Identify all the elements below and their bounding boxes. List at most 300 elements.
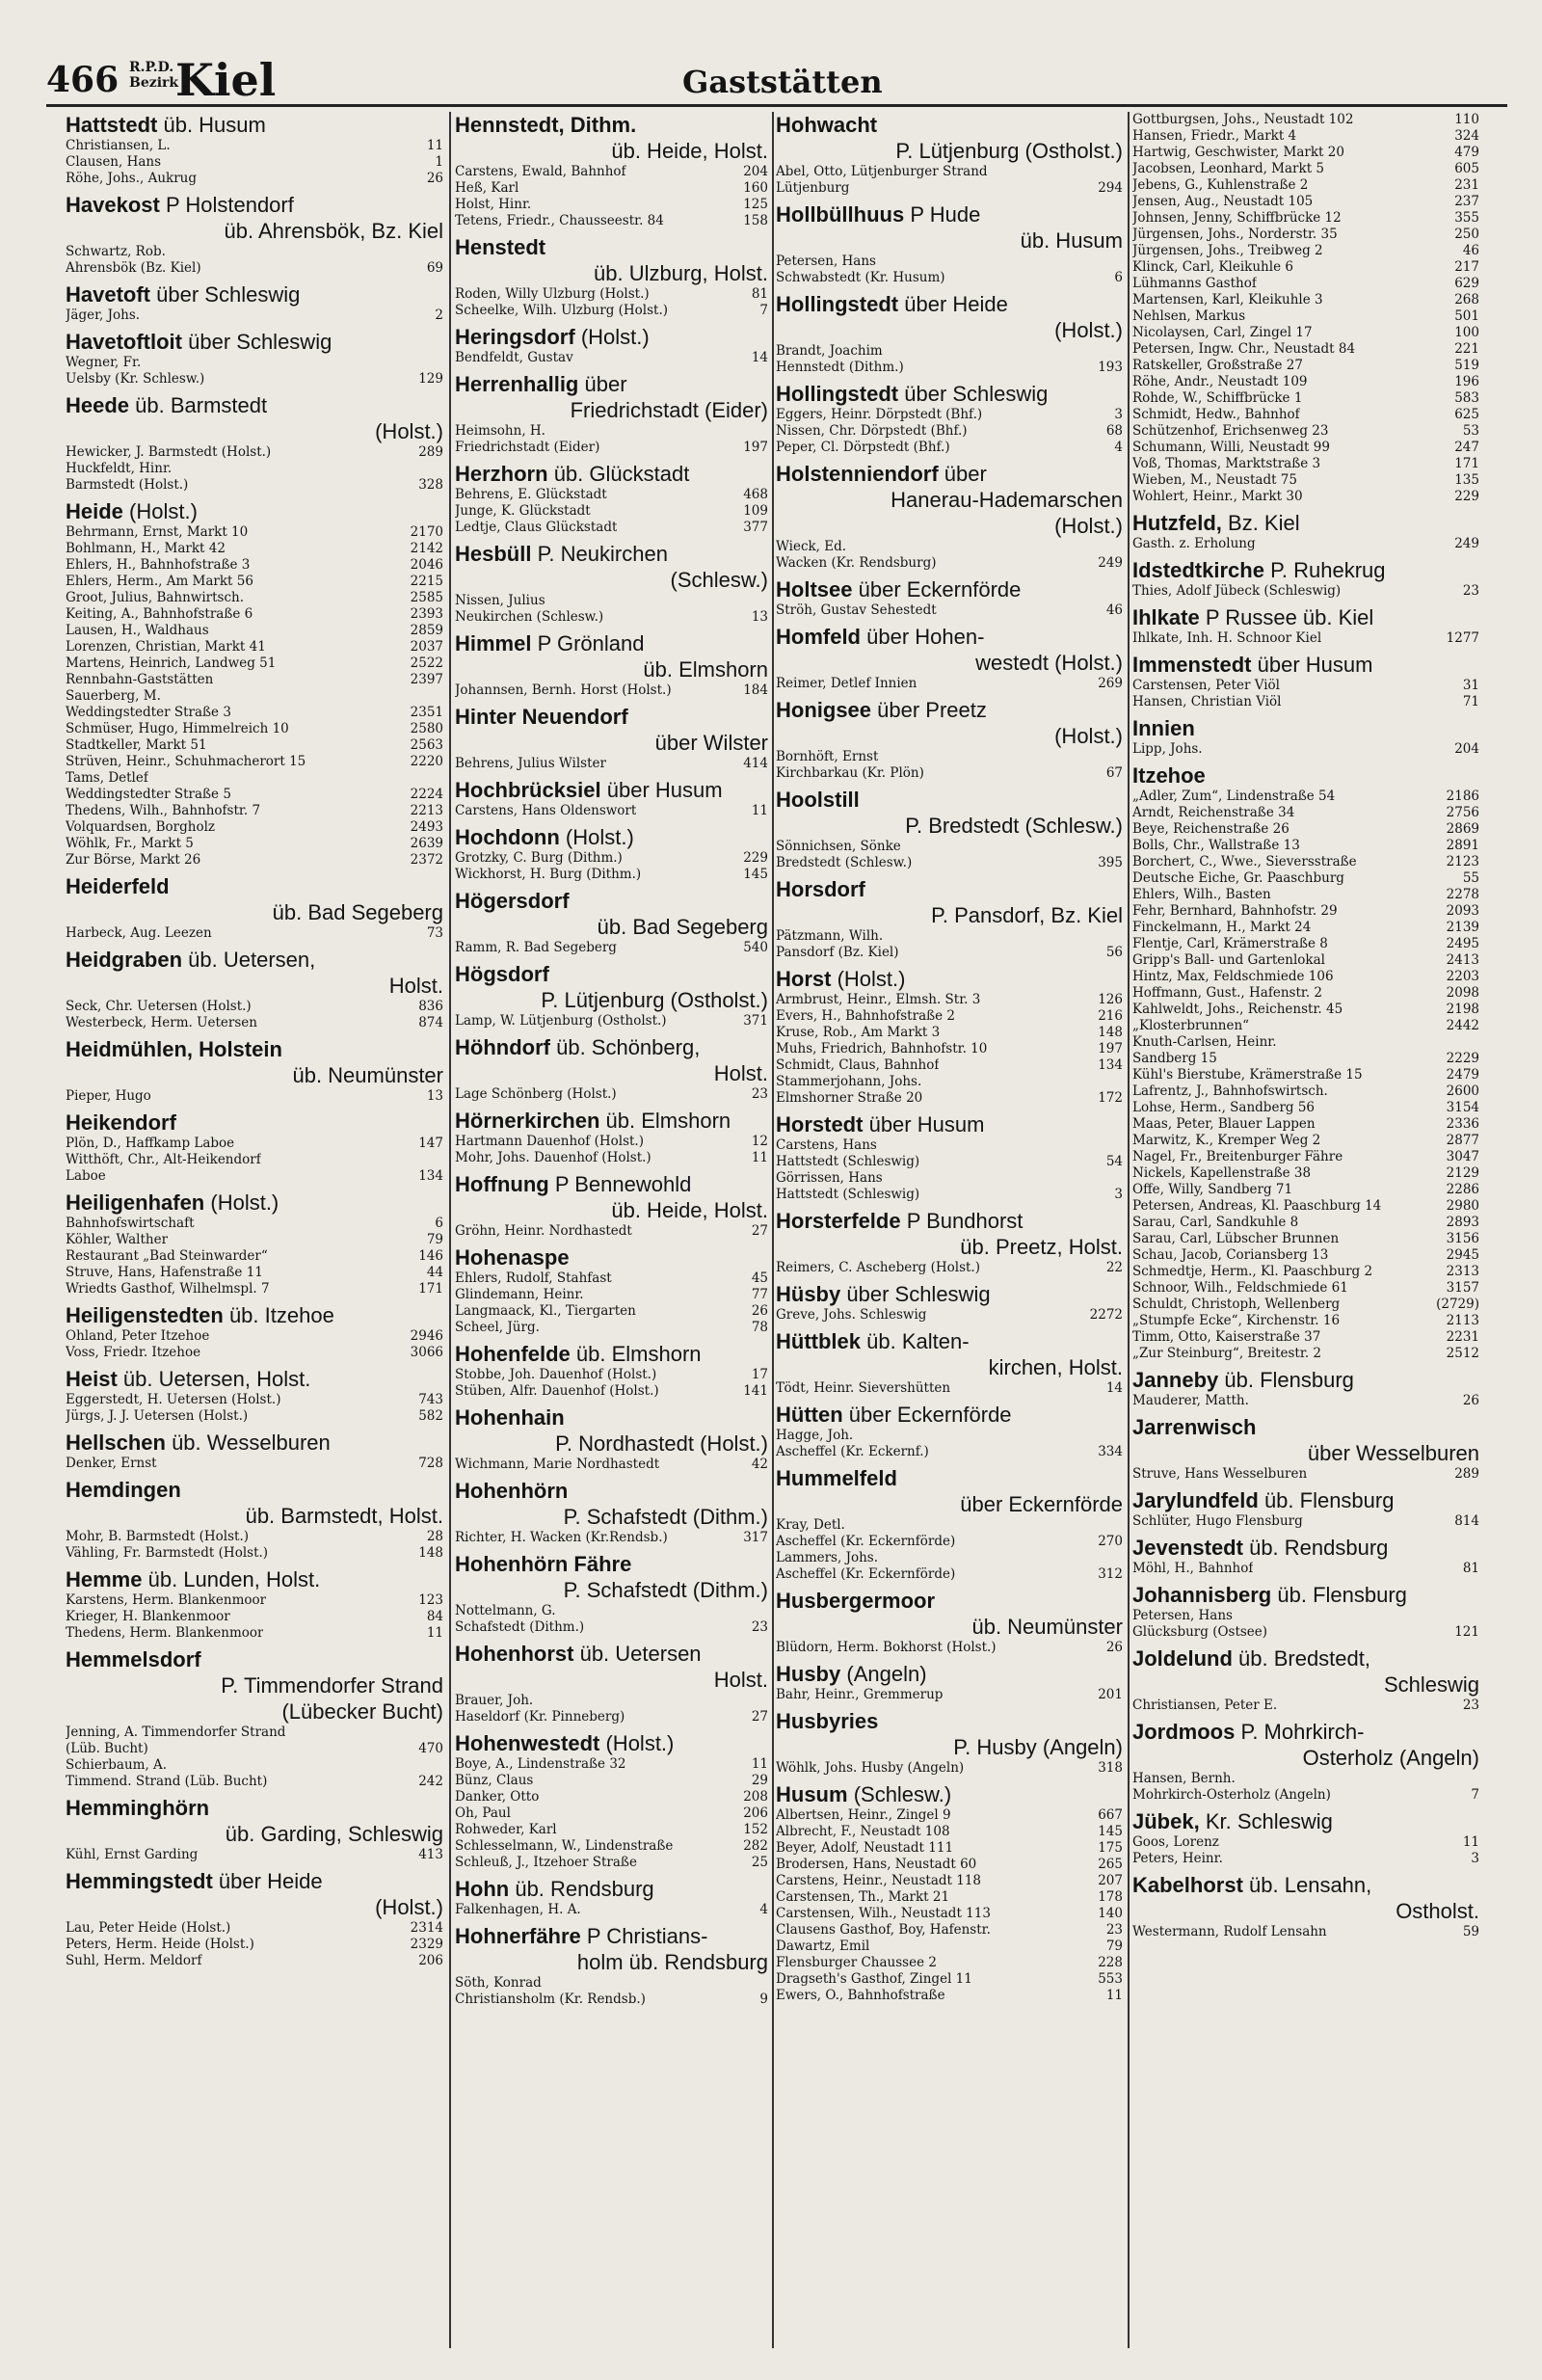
listing-name: Thedens, Herm. Blankenmoor: [66, 1625, 264, 1641]
listing-phone: 2198: [1446, 1002, 1479, 1017]
listing-phone: 175: [1098, 1840, 1123, 1856]
place-name: Jevenstedt: [1132, 1536, 1243, 1560]
listing-name: Bolls, Chr., Wallstraße 13: [1132, 838, 1300, 853]
place-name: Högsdorf: [455, 962, 549, 986]
place-name: Himmel: [455, 631, 532, 655]
listing-row: [1132, 1100, 1479, 1116]
listing-row: [455, 1709, 768, 1725]
listing-phone: [1117, 539, 1123, 555]
listing-name: Finckelmann, H., Markt 24: [1132, 920, 1312, 935]
listing-row: [776, 1840, 1123, 1857]
place-entry: [455, 324, 768, 366]
listing-phone: 470: [418, 1741, 443, 1756]
place-entry: [455, 461, 768, 536]
place-heading: [66, 1868, 443, 1894]
listing-phone: (2729): [1436, 1297, 1479, 1312]
listing-row: [1132, 227, 1479, 243]
listing-name: Clausens Gasthof, Boy, Hafenstr.: [776, 1922, 991, 1938]
listing-phone: 126: [1098, 992, 1123, 1007]
place-entry: [776, 787, 1123, 871]
listing-name: Weddingstedter Straße 5: [66, 787, 231, 802]
place-entry: [1132, 762, 1479, 1362]
listing-name: Hartwig, Geschwister, Markt 20: [1132, 145, 1344, 160]
listing-name: Schierbaum, A.: [66, 1757, 168, 1773]
place-postal-note: üb. Bredstedt,: [1238, 1646, 1370, 1671]
listing-row: [66, 574, 443, 590]
place-postal-note: P. Neukirchen: [537, 542, 668, 566]
place-postal-note: über Heide: [904, 292, 1008, 316]
listing-phone: 196: [1454, 374, 1479, 389]
place-entry: [66, 873, 443, 942]
bezirk-label: Bezirk: [129, 75, 179, 91]
place-entry: [455, 630, 768, 699]
listing-phone: 229: [743, 850, 768, 866]
place-name: Heide: [66, 499, 123, 523]
place-name: Hohenaspe: [455, 1245, 570, 1270]
place-entry: [455, 1641, 768, 1725]
listing-name: Wacken (Kr. Rendsburg): [776, 555, 937, 571]
listing-name: Wriedts Gasthof, Wilhelmspl. 7: [66, 1281, 270, 1297]
listing-phone: 3156: [1446, 1231, 1479, 1246]
listing-name: Groot, Julius, Bahnwirtsch.: [66, 590, 245, 605]
listing-phone: 45: [751, 1270, 768, 1286]
listing-name: Heimsohn, H.: [455, 423, 545, 439]
listing-row: [1132, 390, 1479, 407]
listing-name: Nagel, Fr., Breitenburger Fähre: [1132, 1149, 1343, 1164]
listing-name: Stüben, Alfr. Dauenhof (Holst.): [455, 1383, 659, 1399]
place-entry: [66, 1646, 443, 1790]
listing-phone: 12: [751, 1134, 768, 1149]
listing-name: Maas, Peter, Blauer Lappen: [1132, 1116, 1316, 1132]
listing-row: [1132, 1787, 1479, 1804]
listing-phone: 78: [751, 1320, 768, 1335]
listing-name: Richter, H. Wacken (Kr.Rendsb.): [455, 1530, 668, 1545]
listing-row: [1132, 358, 1479, 374]
listing-phone: 67: [1105, 765, 1123, 781]
listing-row: [66, 803, 443, 819]
listing-name: Sauerberg, M.: [66, 688, 161, 704]
listing-row: [1132, 952, 1479, 969]
listing-name: Wöhlk, Fr., Markt 5: [66, 836, 194, 851]
listing-row: [776, 440, 1123, 456]
place-postal-line: (Holst.): [375, 419, 443, 443]
listing-name: Sarau, Carl, Lübscher Brunnen: [1132, 1231, 1340, 1246]
place-postal-line: üb. Heide, Holst.: [611, 139, 768, 163]
listing-row: [66, 721, 443, 737]
listing-name: Bünz, Claus: [455, 1773, 534, 1788]
listing-phone: 2098: [1446, 985, 1479, 1001]
place-postal-line: (Holst.): [1054, 724, 1123, 748]
listing-name: Langmaack, Kl., Tiergarten: [455, 1303, 636, 1319]
place-heading: [776, 1328, 1123, 1354]
listing-phone: 100: [1454, 325, 1479, 340]
place-postal-line: (Holst.): [375, 1895, 443, 1919]
place-postal-line: P. Pansdorf, Bz. Kiel: [931, 903, 1123, 927]
place-name: Homfeld: [776, 625, 861, 649]
place-entry: [776, 1281, 1123, 1324]
listing-row: [66, 154, 443, 171]
listing-phone: 2314: [410, 1920, 443, 1936]
listing-row: [1132, 1215, 1479, 1231]
listing-phone: 1: [435, 154, 443, 170]
listing-name: Schlüter, Hugo Flensburg: [1132, 1513, 1303, 1529]
listing-phone: 583: [1454, 390, 1479, 406]
place-entry: [66, 329, 443, 388]
listing-row: [455, 1367, 768, 1383]
listing-phone: 479: [1454, 145, 1479, 160]
place-name: Jordmoos: [1132, 1720, 1236, 1744]
listing-row: [66, 1592, 443, 1609]
place-postal-line: üb. Ulzburg, Holst.: [594, 261, 768, 285]
listing-row: [1132, 583, 1479, 600]
place-heading: [66, 1036, 443, 1062]
listing-row: [1132, 1834, 1479, 1851]
place-postal-line: P. Lütjenburg (Ostholst.): [895, 139, 1123, 163]
listing-name: Mauderer, Matth.: [1132, 1393, 1249, 1408]
listing-phone: 13: [426, 1088, 443, 1104]
place-name: Hüttblek: [776, 1329, 861, 1353]
listing-phone: [1117, 928, 1123, 945]
place-postal-line: (Lübecker Bucht): [281, 1699, 443, 1724]
listing-phone: 217: [1454, 259, 1479, 275]
listing-phone: 2215: [410, 574, 443, 589]
listing-row: [776, 945, 1123, 961]
place-entry: [1132, 604, 1479, 647]
place-postal-line: über Eckernförde: [960, 1492, 1123, 1516]
listing-name: Ohland, Peter Itzehoe: [66, 1328, 210, 1344]
listing-phone: 247: [1454, 440, 1479, 455]
listing-row: [455, 1530, 768, 1546]
listing-phone: 2479: [1446, 1067, 1479, 1083]
listing-row: [455, 1805, 768, 1822]
place-entry: [1132, 652, 1479, 710]
listing-phone: 289: [1454, 1466, 1479, 1482]
listing-phone: 2522: [410, 655, 443, 671]
place-heading: [66, 1795, 443, 1821]
place-name: Innien: [1132, 716, 1195, 740]
listing-name: Jürgensen, Johs., Treibweg 2: [1132, 243, 1323, 258]
listing-phone: 53: [1462, 423, 1479, 439]
listing-name: Deutsche Eiche, Gr. Paaschburg: [1132, 870, 1344, 886]
place-name: Hemminghörn: [66, 1796, 210, 1820]
place-entry: [776, 112, 1123, 197]
place-heading: [455, 961, 768, 987]
listing-row: [66, 244, 443, 260]
place-name: Horst: [776, 967, 832, 991]
listing-phone: 836: [418, 999, 443, 1014]
listing-row: [1132, 194, 1479, 210]
place-postal-note: über Schleswig: [904, 382, 1049, 406]
listing-name: Haseldorf (Kr. Pinneberg): [455, 1709, 625, 1725]
place-postal-note: (Schlesw.): [853, 1782, 952, 1806]
listing-row: [1132, 985, 1479, 1002]
listing-name: Schmüser, Hugo, Himmelreich 10: [66, 721, 289, 736]
listing-name: Abel, Otto, Lütjenburger Strand: [776, 164, 988, 179]
page-header: [46, 54, 1507, 106]
listing-row: [1132, 1624, 1479, 1641]
place-entry: [455, 1923, 768, 2008]
listing-row: [455, 1457, 768, 1473]
place-entry: [1132, 510, 1479, 552]
place-name: Hollingstedt: [776, 292, 899, 316]
listing-name: Nissen, Julius: [455, 593, 545, 608]
place-postal-line: kirchen, Holst.: [988, 1355, 1123, 1379]
listing-name: Ramm, R. Bad Segeberg: [455, 940, 617, 955]
place-entry: [776, 624, 1123, 692]
listing-name: Kruse, Rob., Am Markt 3: [776, 1025, 941, 1040]
place-name: Husbyries: [776, 1709, 879, 1733]
listing-name: Volquardsen, Borgholz: [66, 819, 216, 835]
place-postal-line: üb. Husum: [1020, 228, 1123, 253]
listing-row: [1132, 1313, 1479, 1329]
listing-name: Struve, Hans Wesselburen: [1132, 1466, 1308, 1482]
listing-row: [1132, 920, 1479, 936]
place-name: Hellschen: [66, 1431, 166, 1455]
listing-name: Thies, Adolf Jübeck (Schleswig): [1132, 583, 1342, 599]
listing-row: [776, 1824, 1123, 1840]
place-name: Honigsee: [776, 698, 872, 722]
listing-phone: 2442: [1446, 1018, 1479, 1033]
listing-name: Schuldt, Christoph, Wellenberg: [1132, 1297, 1341, 1312]
listing-phone: [1117, 164, 1123, 180]
listing-name: Görrissen, Hans: [776, 1170, 883, 1186]
listing-phone: [762, 1975, 768, 1992]
listing-name: Voss, Friedr. Itzehoe: [66, 1345, 201, 1360]
listing-row: [1132, 887, 1479, 903]
listing-row: [455, 867, 768, 883]
listing-row: [1132, 694, 1479, 710]
listing-phone: 134: [1098, 1057, 1123, 1073]
listing-name: Peper, Cl. Dörpstedt (Bhf.): [776, 440, 950, 455]
place-heading: [66, 281, 443, 308]
listing-phone: 2946: [410, 1328, 443, 1344]
place-entry: [1132, 557, 1479, 600]
listing-row: [66, 355, 443, 371]
place-heading: [1132, 1487, 1479, 1513]
listing-row: [776, 164, 1123, 180]
place-entry: [66, 1477, 443, 1562]
place-postal-line: üb. Garding, Schleswig: [225, 1822, 443, 1846]
place-heading: [776, 876, 1123, 902]
listing-phone: 2336: [1446, 1116, 1479, 1132]
listing-name: Carstens, Hans: [776, 1137, 877, 1153]
listing-name: Röhe, Andr., Neustadt 109: [1132, 374, 1308, 389]
place-heading: [455, 371, 768, 397]
listing-phone: 56: [1105, 945, 1123, 960]
listing-row: [776, 839, 1123, 855]
listing-phone: [1117, 749, 1123, 765]
place-heading: [455, 1404, 768, 1431]
place-heading: [455, 234, 768, 260]
listing-row: [455, 1013, 768, 1030]
listing-name: Nickels, Kapellenstraße 38: [1132, 1165, 1312, 1181]
listing-row: [1132, 1561, 1479, 1577]
place-name: Höhndorf: [455, 1035, 550, 1059]
place-entry: [455, 1478, 768, 1546]
place-name: Heiligenhafen: [66, 1190, 205, 1215]
place-heading: [66, 392, 443, 418]
place-postal-note: üb. Uetersen: [579, 1642, 702, 1666]
listing-row: [1132, 1466, 1479, 1483]
listing-phone: 14: [1105, 1380, 1123, 1396]
place-name: Hohenfelde: [455, 1342, 571, 1366]
listing-name: Rohweder, Karl: [455, 1822, 557, 1837]
page-number: 466: [46, 60, 120, 100]
listing-name: Grotzky, C. Burg (Dithm.): [455, 850, 623, 866]
place-heading: [776, 461, 1123, 487]
listing-name: Neukirchen (Schlesw.): [455, 609, 604, 625]
listing-name: Peters, Herm. Heide (Holst.): [66, 1937, 254, 1952]
listing-row: [66, 1609, 443, 1625]
listing-row: [776, 1889, 1123, 1906]
place-heading: [1132, 557, 1479, 583]
listing-phone: [438, 1725, 443, 1741]
listing-phone: [1117, 1137, 1123, 1154]
listing-row: [1132, 1346, 1479, 1362]
listing-row: [1132, 1083, 1479, 1100]
listing-name: Lammers, Johs.: [776, 1550, 879, 1565]
listing-row: [455, 756, 768, 772]
listing-name: Uelsby (Kr. Schlesw.): [66, 371, 205, 387]
place-heading: [66, 1646, 443, 1672]
place-name: Hochdonn: [455, 825, 560, 849]
listing-name: Hattstedt (Schleswig): [776, 1187, 920, 1202]
listing-row: [66, 1088, 443, 1105]
listing-row: [1132, 1924, 1479, 1940]
listing-phone: 7: [1471, 1787, 1479, 1803]
listing-name: Pansdorf (Bz. Kiel): [776, 945, 899, 960]
place-heading: [1132, 1582, 1479, 1608]
place-entry: [66, 392, 443, 494]
listing-name: Knuth-Carlsen, Heinr.: [1132, 1034, 1277, 1050]
place-entry: [776, 576, 1123, 619]
place-postal-note: über Husum: [1257, 653, 1373, 677]
listing-phone: 2397: [410, 672, 443, 687]
listing-phone: 23: [1462, 583, 1479, 599]
listing-phone: 178: [1098, 1889, 1123, 1905]
listing-phone: 11: [1462, 1834, 1479, 1850]
listing-phone: 148: [418, 1545, 443, 1561]
listing-row: [776, 1534, 1123, 1550]
listing-row: [66, 590, 443, 606]
place-postal-note: über Husum: [606, 778, 723, 802]
place-name: Ihlkate: [1132, 605, 1200, 629]
listing-row: [1132, 1851, 1479, 1867]
listing-name: Carstensen, Th., Markt 21: [776, 1889, 950, 1905]
listing-row: [455, 1603, 768, 1619]
listing-phone: 26: [751, 1303, 768, 1319]
listing-phone: [762, 423, 768, 440]
place-name: Heist: [66, 1367, 118, 1391]
place-entry: [455, 704, 768, 772]
listing-phone: 231: [1454, 177, 1479, 193]
place-entry: [66, 1302, 443, 1361]
place-name: Hesbüll: [455, 542, 532, 566]
listing-row: [776, 1760, 1123, 1777]
listing-phone: 7: [759, 303, 768, 318]
place-name: Havetoftloit: [66, 330, 182, 354]
listing-row: [1132, 1002, 1479, 1018]
place-heading: [455, 1171, 768, 1197]
listing-row: [1132, 407, 1479, 423]
place-postal-line: (Holst.): [1054, 514, 1123, 538]
listing-phone: 26: [1105, 1640, 1123, 1655]
place-name: Kabelhorst: [1132, 1873, 1243, 1897]
place-heading: [66, 1566, 443, 1592]
listing-phone: 355: [1454, 210, 1479, 226]
listing-row: [455, 423, 768, 440]
listing-phone: 28: [426, 1529, 443, 1544]
listing-row: [66, 1136, 443, 1152]
place-heading: [776, 576, 1123, 602]
listing-name: Tödt, Heinr. Sievershütten: [776, 1380, 951, 1396]
listing-row: [455, 1992, 768, 2008]
place-heading: [66, 1430, 443, 1456]
listing-name: (Lüb. Bucht): [66, 1741, 148, 1756]
place-entry: [66, 1868, 443, 1969]
listing-phone: 2170: [410, 524, 443, 540]
listing-phone: [762, 1693, 768, 1709]
place-postal-note: (Holst.): [565, 825, 634, 849]
place-heading: [1132, 604, 1479, 630]
listing-phone: 26: [426, 171, 443, 186]
listing-name: „Zur Steinburg“, Breitestr. 2: [1132, 1346, 1321, 1361]
listing-name: Denker, Ernst: [66, 1456, 157, 1471]
listing-phone: 17: [751, 1367, 768, 1382]
listing-row: [66, 461, 443, 477]
listing-row: [776, 602, 1123, 619]
listing-row: [455, 1303, 768, 1320]
listing-row: [776, 1906, 1123, 1922]
listing-row: [1132, 489, 1479, 505]
listing-row: [66, 1774, 443, 1790]
listing-row: [1132, 1067, 1479, 1083]
listing-phone: 197: [743, 440, 768, 455]
listing-row: [1132, 374, 1479, 390]
listing-name: Christiansholm (Kr. Rendsb.): [455, 1992, 646, 2007]
place-entry: [776, 201, 1123, 286]
listing-name: Ascheffel (Kr. Eckernf.): [776, 1444, 929, 1459]
place-heading: [455, 630, 768, 656]
listing-row: [66, 371, 443, 388]
listing-row: [776, 1041, 1123, 1057]
place-heading: [455, 324, 768, 350]
place-heading: [455, 1876, 768, 1902]
listing-row: [455, 1773, 768, 1789]
place-postal-note: üb. Flensburg: [1224, 1368, 1354, 1392]
listing-phone: 140: [1098, 1906, 1123, 1921]
place-postal-note: üb. Husum: [163, 113, 266, 137]
listing-name: Scheel, Jürg.: [455, 1320, 540, 1335]
listing-phone: 395: [1098, 855, 1123, 870]
listing-name: Schmidt, Claus, Bahnhof: [776, 1057, 940, 1073]
place-name: Holstenniendorf: [776, 462, 939, 486]
listing-row: [776, 1025, 1123, 1041]
listing-row: [1132, 969, 1479, 985]
listing-row: [455, 1270, 768, 1287]
listing-name: Seck, Chr. Uetersen (Holst.): [66, 999, 252, 1014]
listing-row: [455, 803, 768, 819]
listing-phone: 79: [426, 1232, 443, 1247]
listing-phone: [438, 355, 443, 371]
place-postal-note: P. Mohrkirch-: [1240, 1720, 1365, 1744]
column-3: [776, 112, 1123, 2358]
listing-phone: 184: [743, 682, 768, 698]
listing-name: Bredstedt (Schlesw.): [776, 855, 913, 870]
listing-row: [1132, 161, 1479, 177]
listing-phone: 54: [1105, 1154, 1123, 1169]
place-name: Hutzfeld,: [1132, 511, 1222, 535]
